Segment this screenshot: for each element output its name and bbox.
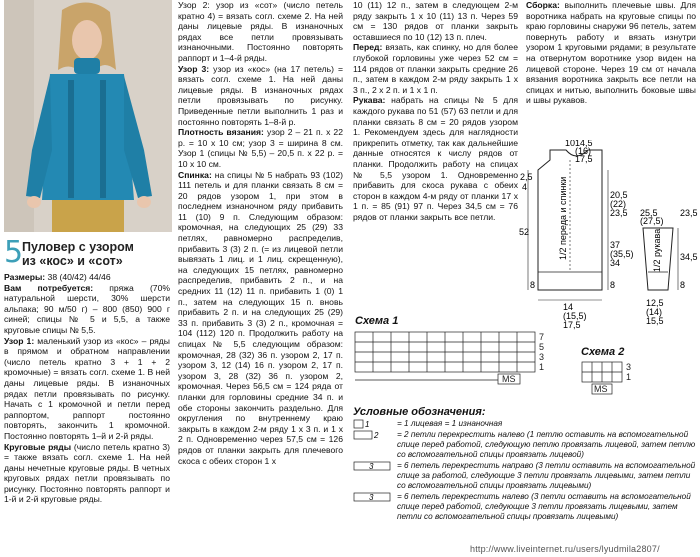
- dim-37-b: (35,5): [610, 249, 634, 259]
- dim-8-right: 8: [610, 280, 616, 290]
- col1-paragraph: [4, 283, 170, 336]
- dim-37-c: 34: [610, 258, 621, 268]
- col4-paragraph-heading: Сборка:: [526, 0, 560, 10]
- dim-right-a: 20,5: [610, 190, 628, 200]
- col1-paragraph: [4, 336, 170, 442]
- col2-paragraph-heading: Плотность вязания:: [178, 127, 264, 138]
- front-back-label: 1/2 переда и спинки: [558, 176, 568, 260]
- col3-paragraph: [353, 0, 518, 42]
- col2-paragraph-heading: Узор 3:: [178, 63, 210, 74]
- dim-bottom-a: 14: [563, 302, 574, 312]
- col4-paragraph: [526, 0, 696, 106]
- col2-paragraph: [178, 127, 343, 169]
- article-heading: Пуловер с узором из «кос» и «сот»: [22, 240, 134, 268]
- sleeve-bottom-c: 15,5: [646, 316, 664, 326]
- col2-paragraph-text: на спицы № 5 набрать 93 (102) 111 петель и для планки связать 8 см = 20 рядов узором 1, при этом в последнем изнаночном ряду прибавить 11 (10) 9 п. Следующим образом: кромочная, на следующих 25 (29) 33 петлях, равномерно распределив, прибавить 3 (3) 2 п. (= из лицевой петли вывязать 1 лиц. и 1 лиц. скрещенную), на следующих 15 петлях, равномерно распределив, прибавить 2 п., и на средних 11 (12) 11 п. прибавить 1 (0) 1 п., затем на следующих 15 п. вновь прибавить 2 п. и на следующих 25 (29) 33 п. прибавить 3 (3) 2 п., кромочная = 104 (112) 120 п. Продолжить работу на спицах № 5,5 следующим образом: кромочная, 28 (32) 36 п. узором 2, 17 п. узором 3, 12 (14) 16 п. узором 2, 17 п. узором 3, 28 (32) 36 п. узором 2, кромочная. Через 56,5 см = 124 ряда от планки для горловины средние 34 п. и обе стороны закончить раздельно. Для округления по внутреннему краю закрыть в каждом 2-м ряду 1 x 3 п. и 1 x 2 п. Одновременно через 57,5 см = 126 рядов от планки закрыть для плечевого скоса с обеих сторон 1 x: [178, 169, 343, 466]
- dim-bottom-c: 17,5: [563, 320, 581, 330]
- sleeve-top-b: (27,5): [640, 216, 664, 226]
- col2-paragraph: [178, 64, 343, 128]
- dim-top-c: 17,5: [575, 154, 593, 164]
- col2-paragraph-heading: Спинка:: [178, 169, 212, 180]
- col3-paragraph-heading: Рукава:: [353, 95, 386, 106]
- legend-text-4: = 6 петель перекрестить налево (3 петли оставить на вспомогательной спице перед работой, следующие 3 петли провязать лицевыми, затем петли со вспомогательной спицы провязать лицевыми): [397, 492, 691, 521]
- col1-paragraph-heading: Круговые ряды: [4, 441, 72, 452]
- dim-top-a: 14,5: [575, 140, 593, 148]
- dim-37-a: 37: [610, 240, 621, 250]
- dim-4: 4: [522, 182, 528, 192]
- legend-item-1: [353, 419, 698, 429]
- legend-item-3: [353, 461, 698, 491]
- sleeve-length: 34,5: [680, 252, 698, 262]
- legend-symbol-1: [353, 419, 393, 429]
- legend-num-4: 3: [369, 493, 374, 502]
- scheme2-row-3: 3: [626, 362, 632, 372]
- legend-symbol-2: [353, 430, 393, 440]
- col3-paragraph-text: 10 (11) 12 п., затем в следующем 2-м ряду закрыть 1 x 10 (11) 13 п. Через 59 см = 130 рядов от планки закрыть оставшиеся по 10 (12) 13 п. плеч.: [353, 0, 518, 42]
- scheme2-title: Схема 2: [581, 346, 625, 358]
- col1-paragraph-text: 38 (40/42) 44/46: [45, 272, 111, 282]
- model-illustration: [4, 0, 172, 232]
- dim-top-b: (16): [575, 146, 592, 156]
- scheme1-row-1: 1: [539, 362, 545, 372]
- scheme1-row-3: 3: [539, 352, 545, 362]
- dim-bottom-b: (15,5): [563, 311, 587, 321]
- sleeve-bottom-b: (14): [646, 307, 663, 317]
- dim-right-b: (22): [610, 199, 627, 209]
- sleeve-top-c: 23,5: [680, 208, 698, 218]
- col1-paragraph: [4, 272, 170, 283]
- model-photo: [4, 0, 172, 232]
- legend-text-1: = 1 лицевая = 1 изнаночная: [397, 419, 503, 428]
- scheme2-chart: [580, 360, 640, 405]
- scheme1-row-5: 5: [539, 342, 545, 352]
- col3-paragraph: [353, 95, 518, 222]
- sleeve-label: 1/2 рукава: [652, 228, 662, 272]
- sleeve-8: 8: [680, 280, 686, 290]
- col4-paragraph-text: выполнить плечевые швы. Для воротника набрать на круговые спицы по краю горловины снаружи 96 петель, затем повернуть работу и вязать изнутри узором 1 круговыми рядами; в результате на отвернутом воротнике узор виден на лицевой стороне. Через 19 см от начала вязания воротника закрыть все петли на спицах и нитью, выполнить боковые швы и швы рукавов.: [526, 0, 696, 106]
- legend-symbol-4: [353, 492, 393, 502]
- legend-item-2: [353, 430, 698, 460]
- col1-paragraph-text: маленький узор из «кос» – ряды в прямом и обратном направлении (число петель кратно 3 + 1 + 2 кромочные) = вязать согл. схеме 1. В ней даны лицевые ряды. В изнаночных рядах петли провязывать по рисунку. Начать с 1 кромочной и петли перед раппортом, раппорт постоянно повторять, закончить 1 кромочной. Постоянно повторять 1–й и 2-й ряды.: [4, 335, 170, 441]
- dim-right-c: 23,5: [610, 208, 628, 218]
- legend-text-2: = 2 петли перекрестить налево (1 петлю оставить на вспомогательной спице перед работой, следующую петлю провязать лицевой, затем петлю со вспомогательной спицы провязать лицевой): [397, 430, 696, 459]
- col1-paragraph: [4, 442, 170, 506]
- col3-paragraph-text: вязать, как спинку, но для более глубокой горловины уже через 52 см = 114 рядов от планки закрыть средние 26 п., затем в каждом 2-м ряду закрыть 1 x 3 п., 2 x 2 п. и 1 x 1 п.: [353, 42, 518, 95]
- legend: [353, 407, 698, 523]
- dim-10: 10: [565, 140, 576, 148]
- sleeve-top-a: 25,5: [640, 208, 658, 218]
- col1-paragraph-heading: Размеры:: [4, 272, 46, 282]
- text-column-1: [4, 272, 170, 505]
- col2-paragraph: [178, 0, 343, 64]
- legend-symbol-3: [353, 461, 393, 471]
- col2-paragraph-text: узор 2 – 21 п. x 22 р. = 10 x 10 см; узор 3 = ширина 8 см. Узор 1 (спицы № 5,5) – 20,5 п. x 22 р. = 10 x 10 см.: [178, 127, 343, 169]
- col1-paragraph-heading: Узор 1:: [4, 335, 35, 346]
- legend-num-3: 3: [369, 462, 374, 471]
- col1-paragraph-heading: Вам потребуется:: [4, 282, 94, 293]
- scheme2-row-1: 1: [626, 372, 632, 382]
- text-column-3: [353, 0, 518, 222]
- col3-paragraph-text: набрать на спицы № 5 для каждого рукава по 51 (57) 63 петли и для планки связать 8 см = 20 рядов узором 1. Рекомендуем здесь для наглядности прикрепить отметку, так как дальнейшие данные относятся к числу рядов от планки. Продолжить работу на спицах № 5,5 узором 1. Одновременно прибавить для скоса рукава с обеих сторон в каждом 4-м ряду от планки 17 x 1 п. = 85 (91) 97 п. Через 34,5 см = 76 рядов от планки закрыть все петли.: [353, 95, 518, 222]
- legend-num-2: 2: [374, 431, 379, 440]
- scheme1-chart: [353, 330, 558, 402]
- text-column-4: [526, 0, 696, 106]
- scheme2-ms: MS: [594, 384, 608, 394]
- dim-8-left: 8: [530, 280, 536, 290]
- pattern-diagram: [518, 140, 698, 335]
- col3-paragraph: [353, 42, 518, 95]
- col2-paragraph: [178, 170, 343, 467]
- scheme1-row-7: 7: [539, 332, 545, 342]
- legend-title: Условные обозначения:: [353, 406, 486, 418]
- scheme1-ms: MS: [502, 374, 516, 384]
- legend-text-3: = 6 петель перекрестить направо (3 петли оставить на вспомогательной спице за работой, следующие 3 петли провязать лицевыми, затем петли со вспомогательной спицы провязать лицевыми): [397, 461, 696, 490]
- dim-52: 52: [519, 227, 530, 237]
- col2-paragraph-text: узор из «кос» (на 17 петель) = вязать согл. схеме 1. На ней даны лицевые ряды. В изнаночных рядах петли провязывать по рисунку. Приведенные петли выполнить 1 раз и постоянно повторять 1–8-й р.: [178, 63, 343, 127]
- text-column-2: [178, 0, 343, 466]
- legend-item-4: [353, 492, 698, 522]
- legend-num-1: 1: [365, 420, 370, 429]
- scheme1-title: Схема 1: [355, 315, 399, 327]
- article-number: 5: [4, 235, 24, 270]
- watermark: http://www.liveinternet.ru/users/lyudmila2807/: [470, 544, 660, 554]
- col2-paragraph-text: Узор 2: узор из «сот» (число петель кратно 4) = вязать согл. схеме 2. На ней даны лицевые ряды. В изнаночных рядах все петли провязывать изнаночными. Постоянно повторять раппорт и 1–4-й ряды.: [178, 0, 343, 63]
- col1-paragraph-text: (число петель кратно 3) = также вязать согл. схеме 1. На ней даны нечетные круговые ряды. В четных круговых рядах петли провязывать по рисунку. Постоянно повторять раппорт и 1-й и 2-й круговые ряды.: [4, 441, 170, 505]
- dim-2-5: 2,5: [520, 172, 533, 182]
- sleeve-bottom-a: 12,5: [646, 298, 664, 308]
- col1-paragraph-text: пряжа (70% натуральной шерсти, 30% шерсти альпака; 90 м/50 г) – 800 (850) 900 г синей; спицы № 5 и 5,5, а также круговые спицы № 5,5.: [4, 282, 171, 335]
- col3-paragraph-heading: Перед:: [353, 42, 383, 53]
